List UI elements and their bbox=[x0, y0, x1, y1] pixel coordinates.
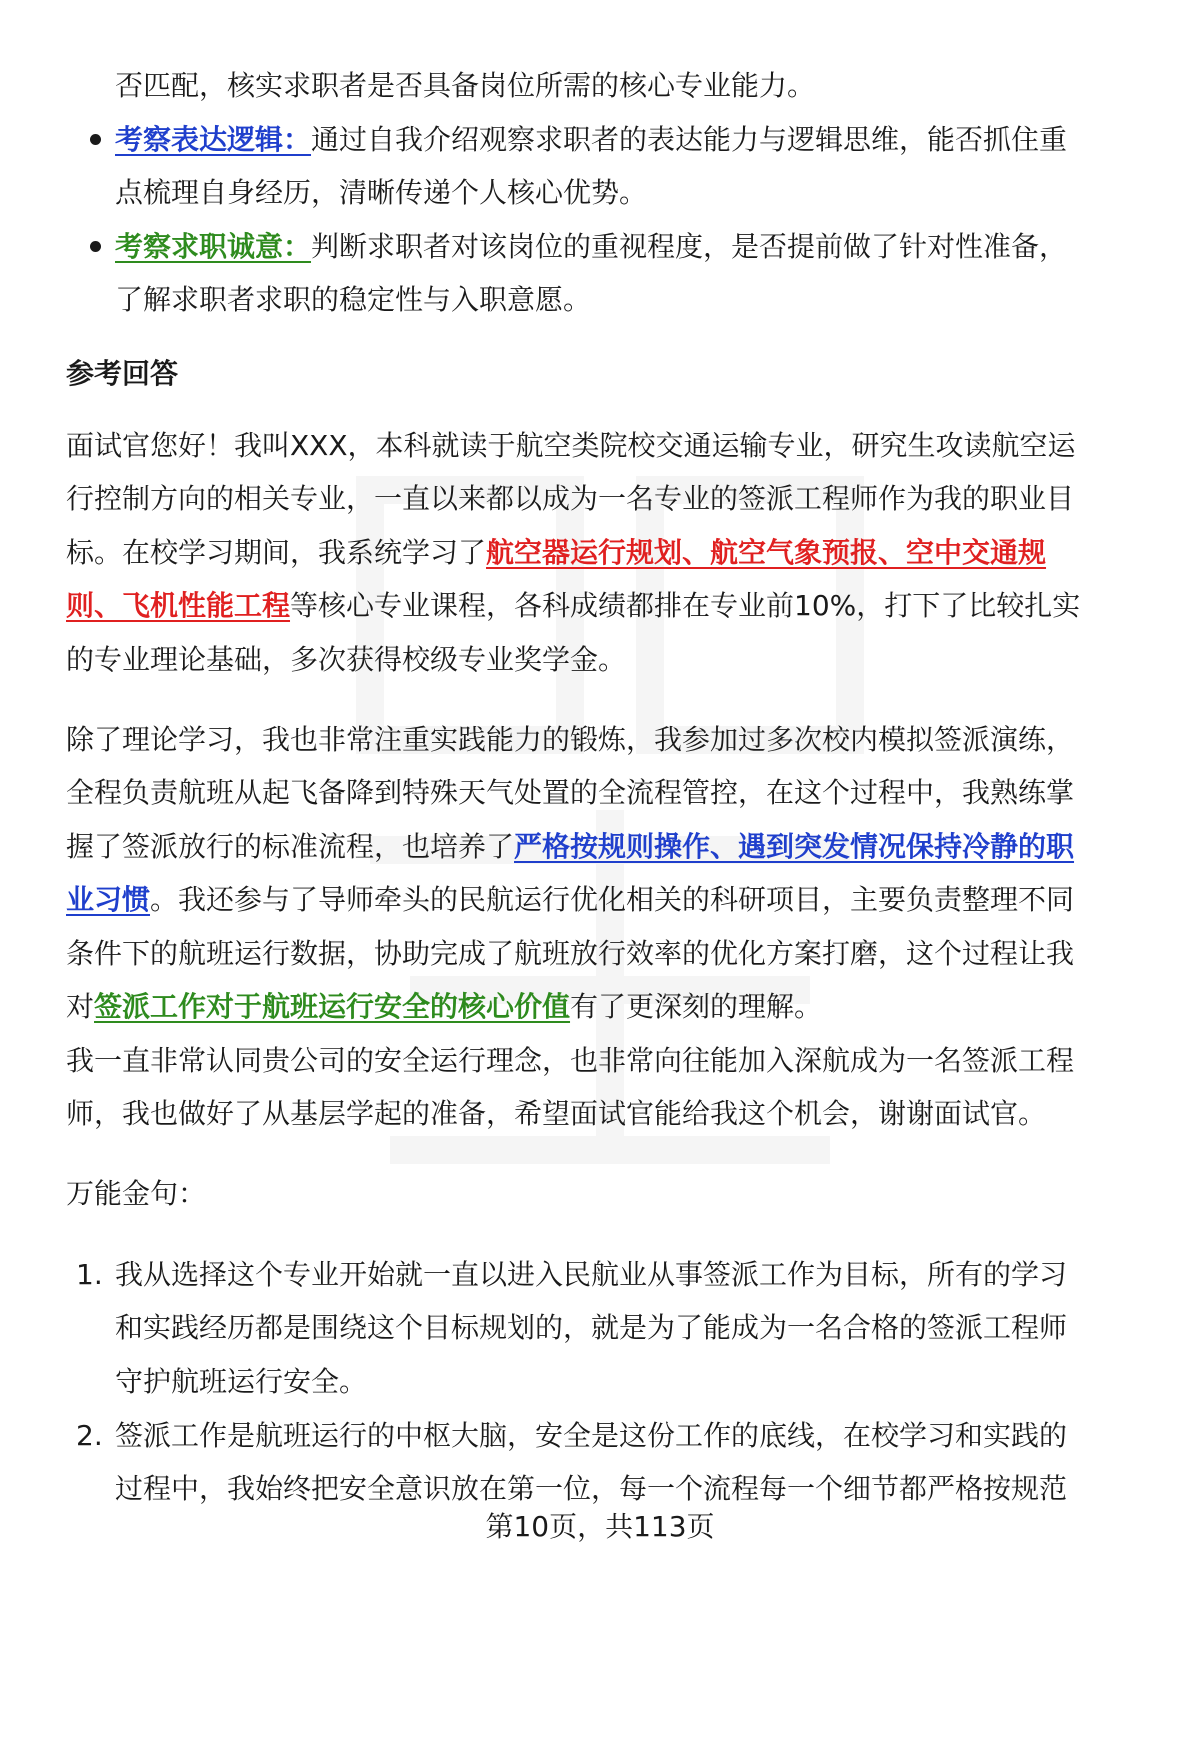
bullet-text: 判断求职者对该岗位的重视程度，是否提前做了针对性准备， bbox=[311, 230, 1068, 263]
paragraph-line bbox=[66, 586, 1080, 626]
paragraph-line: 条件下的航班运行数据，协助完成了航班放行效率的优化方案打磨，这个过程让我 bbox=[66, 937, 1075, 970]
highlight-courses: 航空器运行规划、航空气象预报、空中交通规 bbox=[486, 536, 1047, 569]
paragraph-line: 行控制方向的相关专业，一直以来都以成为一名专业的签派工程师作为我的职业目 bbox=[66, 482, 1075, 515]
highlight-habit: 业习惯 bbox=[66, 883, 151, 916]
bullet-item-sincerity bbox=[115, 227, 1067, 267]
text-span: 有了更深刻的理解。 bbox=[570, 990, 823, 1023]
paragraph-line: 全程负责航班从起飞备降到特殊天气处置的全流程管控，在这个过程中，我熟练掌 bbox=[66, 776, 1075, 809]
paragraph-line: 面试官您好！我叫XXX，本科就读于航空类院校交通运输专业，研究生攻读航空运 bbox=[66, 429, 1076, 462]
text-span: 握了签派放行的标准流程，也培养了 bbox=[66, 830, 515, 863]
bullet-text: 通过自我介绍观察求职者的表达能力与逻辑思维，能否抓住重 bbox=[311, 123, 1068, 156]
text-span: 对 bbox=[66, 990, 95, 1023]
bullet-text-line: 了解求职者求职的稳定性与入职意愿。 bbox=[115, 283, 592, 316]
list-item-line: 和实践经历都是围绕这个目标规划的，就是为了能成为一名合格的签派工程师 bbox=[115, 1311, 1068, 1344]
paragraph-line bbox=[66, 880, 1074, 920]
bullet-label-expression: 考察表达逻辑： bbox=[115, 123, 312, 156]
paragraph-line bbox=[66, 987, 822, 1027]
page-footer: 第10页，共113页 bbox=[485, 1510, 715, 1543]
bullet-dot-icon bbox=[90, 241, 101, 252]
text-span: 等核心专业课程，各科成绩都排在专业前10%，打下了比较扎实 bbox=[290, 589, 1081, 622]
bullet-label-sincerity: 考察求职诚意： bbox=[115, 230, 312, 263]
highlight-courses: 则、飞机性能工程 bbox=[66, 589, 291, 622]
bullet-item-expression bbox=[115, 120, 1067, 160]
paragraph-line: 师，我也做好了从基层学起的准备，希望面试官能给我这个机会，谢谢面试官。 bbox=[66, 1097, 1047, 1130]
list-item-line: 我从选择这个专业开始就一直以进入民航业从事签派工作为目标，所有的学习 bbox=[115, 1258, 1068, 1291]
paragraph-line: 除了理论学习，我也非常注重实践能力的锻炼，我参加过多次校内模拟签派演练， bbox=[66, 723, 1075, 756]
paragraph-line: 的专业理论基础，多次获得校级专业奖学金。 bbox=[66, 643, 627, 676]
paragraph-line bbox=[66, 827, 1074, 867]
paragraph-line bbox=[66, 533, 1046, 573]
highlight-habit: 严格按规则操作、遇到突发情况保持冷静的职 bbox=[514, 830, 1075, 863]
highlight-core-value: 签派工作对于航班运行安全的核心价值 bbox=[94, 990, 571, 1023]
golden-sentences-title: 万能金句： bbox=[66, 1177, 207, 1210]
text-span: 。我还参与了导师牵头的民航运行优化相关的科研项目，主要负责整理不同 bbox=[150, 883, 1075, 916]
bullet-continuation-line: 否匹配，核实求职者是否具备岗位所需的核心专业能力。 bbox=[115, 69, 816, 102]
bullet-text-line: 点梳理自身经历，清晰传递个人核心优势。 bbox=[115, 176, 648, 209]
list-number: 1. bbox=[76, 1258, 103, 1291]
paragraph-line: 我一直非常认同贵公司的安全运行理念，也非常向往能加入深航成为一名签派工程 bbox=[66, 1044, 1075, 1077]
list-number: 2. bbox=[76, 1419, 103, 1452]
list-item-line: 签派工作是航班运行的中枢大脑，安全是这份工作的底线，在校学习和实践的 bbox=[115, 1419, 1068, 1452]
list-item-line: 过程中，我始终把安全意识放在第一位，每一个流程每一个细节都严格按规范 bbox=[115, 1472, 1068, 1505]
section-heading: 参考回答 bbox=[66, 357, 179, 390]
bullet-dot-icon bbox=[90, 134, 101, 145]
text-span: 标。在校学习期间，我系统学习了 bbox=[66, 536, 487, 569]
list-item-line: 守护航班运行安全。 bbox=[115, 1365, 368, 1398]
